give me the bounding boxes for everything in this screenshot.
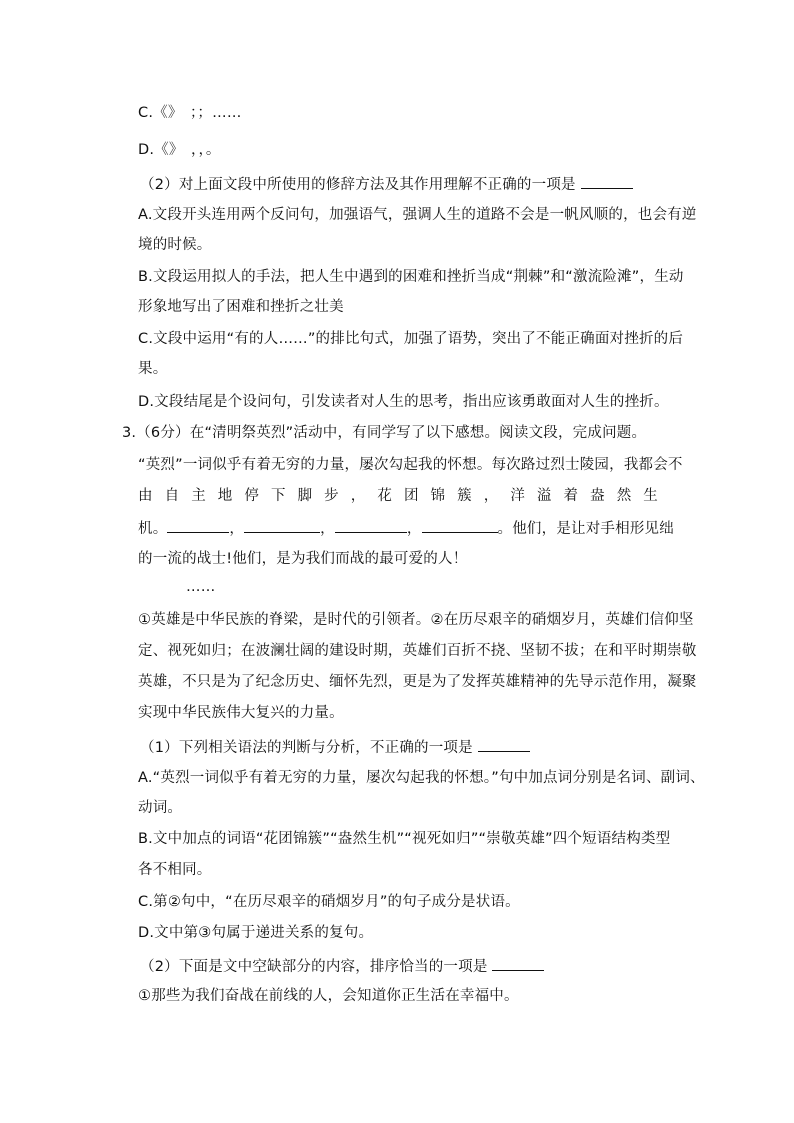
sq1-option-c: C.第②句中，“在历尽艰辛的硝烟岁月”的句子成分是状语。 [138, 894, 520, 910]
option-d-line: D.文段结尾是个设问句，引发读者对人生的思考，指出应该勇敢面对人生的挫折。 [138, 394, 669, 410]
option-b-line1: B.文段运用拟人的手法，把人生中遇到的困难和挫折当成“荆棘”和“激流险滩”，生动 [138, 269, 684, 285]
sq1-option-d: D.文中第③句属于递进关系的复句。 [138, 925, 374, 941]
blank-2 [244, 518, 320, 533]
option-c-line2: 果。 [138, 361, 168, 377]
passage2-line4: 实现中华民族伟大复兴的力量。 [138, 705, 344, 721]
sq1-option-a-line2: 动词。 [138, 800, 183, 816]
sq1-option-b-line1: B.文中加点的词语“花团锦簇”“盎然生机”“视死如归”“崇敬英雄”四个短语结构类型 [138, 831, 671, 847]
sq1-option-a-line1: A.“英烈一词似乎有着无穷的力量，屡次勾起我的怀想。”句中加点词分别是名词、副词、 [138, 770, 705, 786]
option-c: C.《》 ；；…… [138, 105, 242, 121]
subquestion-1-stem: （1）下列相关语法的判断与分析，不正确的一项是 [140, 737, 530, 757]
blank-3 [335, 518, 407, 533]
option-a-line1: A.文段开头连用两个反问句，加强语气，强调人生的道路不会是一帆风顺的，也会有逆 [138, 207, 697, 223]
passage-line4: 的一流的战士!他们，是为我们而战的最可爱的人！ [138, 551, 468, 567]
passage2-line1: ①英雄是中华民族的脊梁，是时代的引领者。②在历尽艰辛的硝烟岁月，英雄们信仰坚 [138, 612, 694, 628]
option-a-line2: 境的时候。 [138, 237, 212, 253]
blank-4 [422, 518, 498, 533]
option-c-line1: C.文段中运用“有的人……”的排比句式，加强了语势，突出了不能正确面对挫折的后 [138, 331, 684, 347]
sq1-option-b-line2: 各不相同。 [138, 862, 212, 878]
ellipsis: …… [186, 579, 216, 595]
passage-line3: 机。 ， ， ， 。他们，是让对手相形见绌 [138, 518, 674, 538]
sq2-item-1: ①那些为我们奋战在前线的人，会知道你正生活在幸福中。 [138, 988, 519, 1004]
answer-blank [478, 737, 530, 752]
option-d: D.《》 ，，。 [138, 142, 221, 158]
option-b-line2: 形象地写出了困难和挫折之壮美 [138, 299, 344, 315]
answer-blank [581, 174, 633, 189]
passage2-line2: 定、视死如归；在波澜壮阔的建设时期，英雄们百折不挠、坚韧不拔；在和平时期崇敬 [138, 643, 697, 659]
passage-line2: 由 自 主 地 停 下 脚 步 ， 花 团 锦 簇 ， 洋 溢 着 盎 然 生 [138, 488, 658, 504]
answer-blank [492, 956, 544, 971]
passage2-line3: 英雄，不只是为了纪念历史、缅怀先烈，更是为了发挥英雄精神的先导示范作用，凝聚 [138, 674, 697, 690]
question-2-stem: （2）对上面文段中所使用的修辞方法及其作用理解不正确的一项是 [140, 174, 633, 194]
question-3-title: 3.（6分）在“清明祭英烈”活动中，有同学写了以下感想。阅读文段，完成问题。 [122, 425, 647, 441]
blank-1 [167, 518, 229, 533]
passage-line1: “英烈”一词似乎有着无穷的力量，屡次勾起我的怀想。每次路过烈士陵园，我都会不 [138, 457, 683, 473]
subquestion-2-stem: （2）下面是文中空缺部分的内容，排序恰当的一项是 [140, 956, 544, 976]
